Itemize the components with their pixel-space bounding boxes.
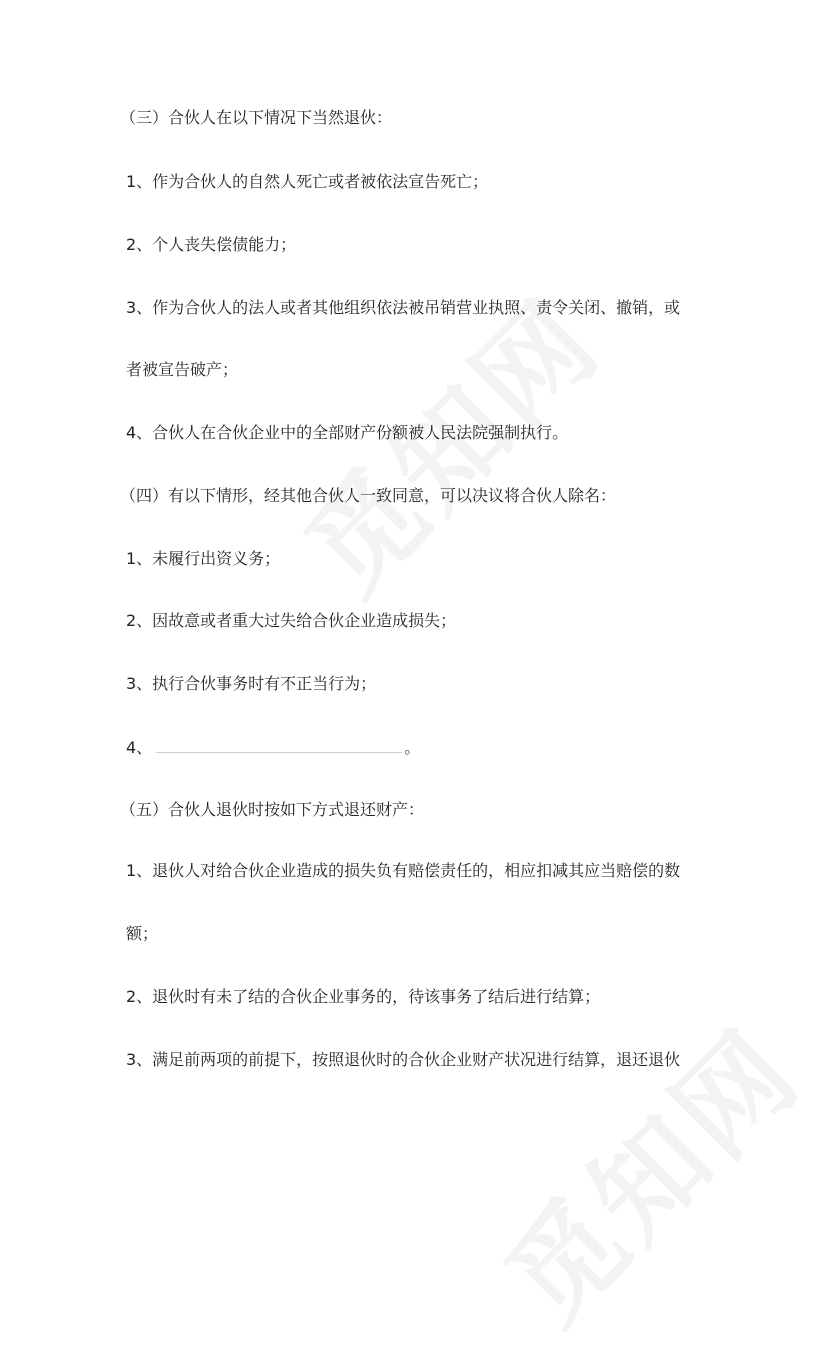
paragraph-line: 1、未履行出资义务；: [126, 549, 281, 568]
watermark: [465, 988, 829, 1352]
fill-in-suffix: 。: [404, 738, 421, 757]
paragraph-line: 2、个人丧失偿债能力；: [126, 235, 297, 254]
paragraph-line: 3、满足前两项的前提下，按照退伙时的合伙企业财产状况进行结算，退还退伙: [126, 1050, 681, 1069]
paragraph-line: 者被宣告破产；: [126, 360, 239, 379]
fill-in-prefix: 4、: [126, 738, 153, 757]
paragraph-line: 1、退伙人对给合伙企业造成的损失负有赔偿责任的，相应扣减其应当赔偿的数: [126, 861, 681, 880]
paragraph-line: 额；: [126, 924, 159, 943]
section-heading-4: （四）有以下情形，经其他合伙人一致同意，可以决议将合伙人除名：: [120, 486, 617, 505]
section-heading-5: （五）合伙人退伙时按如下方式退还财产：: [120, 800, 425, 819]
paragraph-line: 3、执行合伙事务时有不正当行为；: [126, 674, 377, 693]
blank-underline[interactable]: [156, 736, 402, 753]
section-heading-3: （三）合伙人在以下情况下当然退伙：: [120, 108, 393, 127]
fill-in-item: [126, 736, 420, 759]
paragraph-line: 4、合伙人在合伙企业中的全部财产份额被人民法院强制执行。: [126, 423, 569, 442]
paragraph-line: 2、退伙时有未了结的合伙企业事务的，待该事务了结后进行结算；: [126, 987, 601, 1006]
paragraph-line: 3、作为合伙人的法人或者其他组织依法被吊销营业执照、责令关闭、撤销，或: [126, 298, 681, 317]
paragraph-line: 1、作为合伙人的自然人死亡或者被依法宣告死亡；: [126, 172, 489, 191]
paragraph-line: 2、因故意或者重大过失给合伙企业造成损失；: [126, 611, 457, 630]
